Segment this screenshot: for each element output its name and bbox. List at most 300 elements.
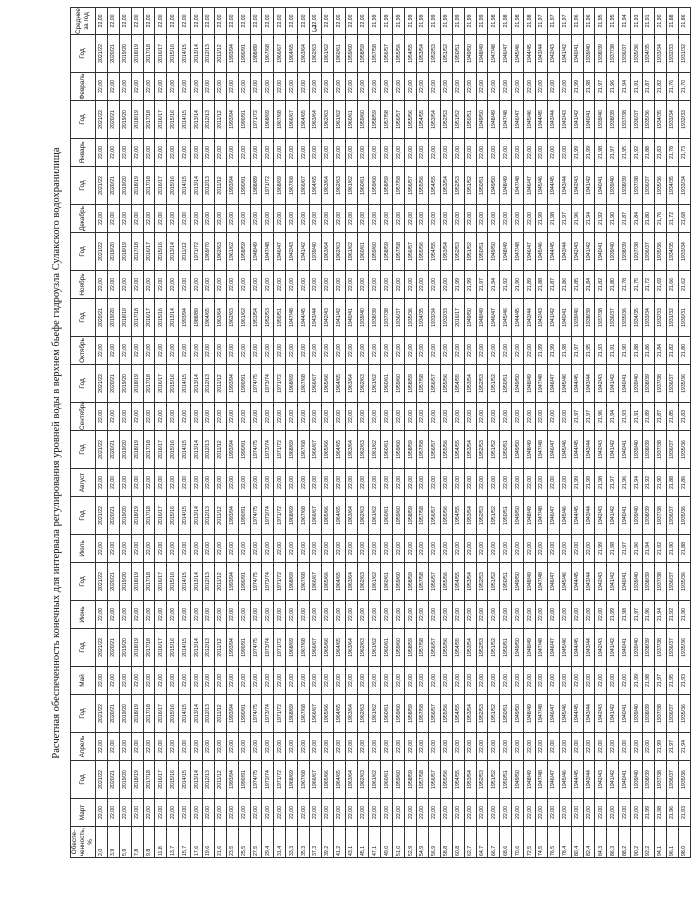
year-cell: 1967/68 bbox=[298, 695, 310, 733]
level-cell: 22,00 bbox=[143, 205, 155, 233]
year-cell: 2014/15 bbox=[179, 365, 191, 403]
year-cell: 1954/55 bbox=[452, 497, 464, 535]
year-cell: 1967/68 bbox=[298, 431, 310, 469]
year-cell: 1931/32 bbox=[678, 35, 690, 73]
level-cell: 22,00 bbox=[143, 535, 155, 563]
level-cell: 22,00 bbox=[179, 271, 191, 299]
level-cell: 22,00 bbox=[179, 139, 191, 167]
table-row bbox=[119, 8, 131, 858]
level-cell: 22,00 bbox=[310, 271, 322, 299]
level-cell: 22,00 bbox=[357, 403, 369, 431]
header-cell: Апрель bbox=[71, 733, 96, 761]
year-cell: 1959/60 bbox=[393, 431, 405, 469]
level-cell: 22,00 bbox=[321, 733, 333, 761]
year-cell: 1952/53 bbox=[452, 233, 464, 271]
year-cell: 1956/57 bbox=[405, 167, 417, 205]
level-cell: 22,00 bbox=[405, 139, 417, 167]
year-cell: 1954/55 bbox=[452, 695, 464, 733]
level-cell: 21,98 bbox=[488, 8, 500, 35]
year-cell: 1956/57 bbox=[393, 101, 405, 139]
year-cell: 2020/21 bbox=[107, 497, 119, 535]
level-cell: 22,00 bbox=[321, 799, 333, 827]
level-cell: 22,00 bbox=[464, 733, 476, 761]
year-cell: 2016/17 bbox=[143, 233, 155, 271]
year-cell: 1968/69 bbox=[286, 563, 298, 601]
level-cell: 22,00 bbox=[583, 535, 595, 563]
table-header-row bbox=[71, 8, 96, 858]
level-cell: 22,00 bbox=[262, 8, 274, 35]
year-cell: 1945/46 bbox=[559, 695, 571, 733]
level-cell: 22,00 bbox=[203, 337, 215, 365]
year-cell: 1946/47 bbox=[524, 167, 536, 205]
year-cell: 1933/34 bbox=[678, 167, 690, 205]
level-cell: 22,00 bbox=[452, 535, 464, 563]
level-cell: 22,00 bbox=[155, 469, 167, 497]
level-cell: 22,00 bbox=[595, 733, 607, 761]
year-cell: 1944/45 bbox=[571, 761, 583, 799]
year-cell: 2012/13 bbox=[203, 365, 215, 403]
level-cell: 22,00 bbox=[417, 205, 429, 233]
level-cell: 22,00 bbox=[179, 403, 191, 431]
year-cell: 1960/61 bbox=[357, 167, 369, 205]
year-cell: 1966/67 bbox=[310, 497, 322, 535]
year-cell: 1957/58 bbox=[417, 431, 429, 469]
year-cell: 1951/52 bbox=[464, 233, 476, 271]
level-cell: 21,98 bbox=[583, 73, 595, 101]
table-row bbox=[393, 8, 405, 858]
year-cell: 1949/50 bbox=[476, 101, 488, 139]
year-cell: 2018/19 bbox=[131, 35, 143, 73]
year-cell: 1962/63 bbox=[357, 365, 369, 403]
level-cell: 22,00 bbox=[524, 139, 536, 167]
level-cell: 22,00 bbox=[500, 205, 512, 233]
level-cell: 22,00 bbox=[155, 601, 167, 629]
year-cell: 1958/59 bbox=[381, 233, 393, 271]
year-cell: 1943/44 bbox=[535, 35, 547, 73]
year-cell: 1957/58 bbox=[393, 167, 405, 205]
level-cell: 21,69 bbox=[654, 271, 666, 299]
year-cell: 1938/39 bbox=[642, 563, 654, 601]
year-cell: 1969/70 bbox=[203, 233, 215, 271]
year-cell: 1965/66 bbox=[321, 497, 333, 535]
level-cell: 22,00 bbox=[428, 271, 440, 299]
year-cell: 2017/18 bbox=[143, 497, 155, 535]
level-cell: 22,00 bbox=[131, 337, 143, 365]
level-cell: 22,00 bbox=[310, 535, 322, 563]
year-cell: 2014/15 bbox=[179, 431, 191, 469]
year-cell: 1963/64 bbox=[214, 299, 226, 337]
year-cell: 1960/61 bbox=[381, 431, 393, 469]
level-cell: 22,00 bbox=[512, 469, 524, 497]
provision-cell: 78,4 bbox=[559, 827, 571, 858]
level-cell: 22,00 bbox=[345, 271, 357, 299]
level-cell: 21,89 bbox=[642, 403, 654, 431]
year-cell: 1951/52 bbox=[452, 101, 464, 139]
year-cell: 1945/46 bbox=[535, 233, 547, 271]
year-cell: 1944/45 bbox=[571, 629, 583, 667]
year-cell: 1958/59 bbox=[405, 761, 417, 799]
year-cell: 1960/61 bbox=[357, 233, 369, 271]
level-cell: 22,00 bbox=[405, 601, 417, 629]
year-cell: 1958/59 bbox=[381, 167, 393, 205]
year-cell: 1956/57 bbox=[428, 761, 440, 799]
level-cell: 22,00 bbox=[357, 205, 369, 233]
level-cell: 22,00 bbox=[262, 799, 274, 827]
year-cell: 1957/58 bbox=[417, 695, 429, 733]
year-cell: 1939/40 bbox=[607, 167, 619, 205]
level-cell: 22,00 bbox=[250, 733, 262, 761]
year-cell: 1957/58 bbox=[417, 365, 429, 403]
table-row bbox=[440, 8, 452, 858]
year-cell: 1949/50 bbox=[512, 497, 524, 535]
provision-cell: 31,4 bbox=[274, 827, 286, 858]
year-cell: 1942/43 bbox=[595, 629, 607, 667]
year-cell: 1948/49 bbox=[524, 497, 536, 535]
level-cell: 21,99 bbox=[369, 8, 381, 35]
level-cell: 21,94 bbox=[678, 733, 690, 761]
year-cell: 1939/40 bbox=[631, 497, 643, 535]
year-cell: 1966/67 bbox=[310, 629, 322, 667]
year-cell: 1941/42 bbox=[333, 299, 345, 337]
level-cell: 22,00 bbox=[298, 667, 310, 695]
year-cell: 2020/21 bbox=[107, 695, 119, 733]
year-cell: 1961/62 bbox=[369, 761, 381, 799]
year-cell: 1954/55 bbox=[452, 563, 464, 601]
year-cell: 1937/38 bbox=[654, 695, 666, 733]
level-cell: 22,00 bbox=[274, 271, 286, 299]
level-cell: 22,00 bbox=[369, 337, 381, 365]
year-cell: 1959/60 bbox=[393, 497, 405, 535]
year-cell: 1955/56 bbox=[440, 695, 452, 733]
year-cell: 2013/14 bbox=[191, 695, 203, 733]
level-cell: 22,00 bbox=[464, 799, 476, 827]
level-cell: 22,00 bbox=[405, 469, 417, 497]
year-cell: 1933/34 bbox=[678, 233, 690, 271]
year-cell: 1940/41 bbox=[619, 497, 631, 535]
table-row bbox=[96, 8, 108, 858]
level-cell: 22,00 bbox=[345, 73, 357, 101]
level-cell: 21,97 bbox=[595, 73, 607, 101]
year-cell: 2020/21 bbox=[107, 431, 119, 469]
level-cell: 22,00 bbox=[393, 667, 405, 695]
level-cell: 22,00 bbox=[345, 733, 357, 761]
level-cell: 21,98 bbox=[547, 205, 559, 233]
level-cell: 22,00 bbox=[607, 667, 619, 695]
level-cell: 22,00 bbox=[357, 535, 369, 563]
level-cell: 21,98 bbox=[642, 667, 654, 695]
year-cell: 1949/50 bbox=[512, 563, 524, 601]
level-cell: 21,94 bbox=[619, 8, 631, 35]
year-cell: 1954/55 bbox=[428, 167, 440, 205]
level-cell: 22,00 bbox=[119, 799, 131, 827]
level-cell: 22,00 bbox=[203, 535, 215, 563]
year-cell: 1990/91 bbox=[238, 695, 250, 733]
level-cell: 22,00 bbox=[512, 403, 524, 431]
year-cell: 1943/44 bbox=[524, 299, 536, 337]
level-cell: 22,00 bbox=[500, 403, 512, 431]
year-cell: 2014/15 bbox=[179, 695, 191, 733]
year-cell: 1939/40 bbox=[631, 761, 643, 799]
year-cell: 2011/12 bbox=[214, 563, 226, 601]
level-cell: 22,00 bbox=[547, 667, 559, 695]
year-cell: 1974/75 bbox=[250, 695, 262, 733]
provision-cell: 88,2 bbox=[619, 827, 631, 858]
level-cell: 21,80 bbox=[678, 337, 690, 365]
year-cell: 2019/20 bbox=[119, 629, 131, 667]
level-cell: 21,86 bbox=[559, 271, 571, 299]
year-cell: 1990/91 bbox=[238, 101, 250, 139]
level-cell: 22,00 bbox=[119, 667, 131, 695]
year-cell: 1959/60 bbox=[369, 233, 381, 271]
year-cell: 1947/48 bbox=[286, 299, 298, 337]
level-cell: 21,68 bbox=[678, 205, 690, 233]
year-cell: 1963/64 bbox=[345, 497, 357, 535]
level-cell: 21,94 bbox=[654, 601, 666, 629]
level-cell: 22,00 bbox=[143, 8, 155, 35]
year-cell: 2012/13 bbox=[203, 101, 215, 139]
year-cell: 1943/44 bbox=[583, 563, 595, 601]
year-cell: 1968/69 bbox=[286, 365, 298, 403]
year-cell: 2015/16 bbox=[155, 233, 167, 271]
level-cell: 22,00 bbox=[155, 8, 167, 35]
level-cell: 22,00 bbox=[155, 799, 167, 827]
level-cell: 22,00 bbox=[440, 469, 452, 497]
year-cell: 1968/69 bbox=[286, 497, 298, 535]
level-cell: 21,96 bbox=[642, 601, 654, 629]
level-cell: 22,00 bbox=[298, 403, 310, 431]
header-cell: Среднее за год bbox=[71, 8, 96, 35]
table-row bbox=[298, 8, 310, 858]
level-cell: 22,00 bbox=[488, 73, 500, 101]
level-cell: 22,00 bbox=[179, 337, 191, 365]
level-cell: 21,96 bbox=[666, 799, 678, 827]
year-cell: 1965/66 bbox=[321, 761, 333, 799]
level-cell: 21,89 bbox=[524, 271, 536, 299]
level-cell: 22,00 bbox=[393, 403, 405, 431]
header-cell: Февраль bbox=[71, 73, 96, 101]
year-cell: 2018/19 bbox=[131, 761, 143, 799]
level-cell: 21,84 bbox=[654, 337, 666, 365]
year-cell: 1959/60 bbox=[357, 101, 369, 139]
year-cell: 1937/38 bbox=[607, 35, 619, 73]
year-cell: 1958/59 bbox=[405, 365, 417, 403]
level-cell: 22,00 bbox=[191, 799, 203, 827]
year-cell: 1954/55 bbox=[405, 35, 417, 73]
year-cell: 1942/43 bbox=[595, 365, 607, 403]
provision-cell: 15,7 bbox=[179, 827, 191, 858]
level-cell: 22,00 bbox=[500, 535, 512, 563]
year-cell: 2020/21 bbox=[107, 167, 119, 205]
year-cell: 1943/44 bbox=[583, 629, 595, 667]
header-cell: Год bbox=[71, 563, 96, 601]
level-cell: 22,00 bbox=[203, 733, 215, 761]
level-cell: 22,00 bbox=[428, 337, 440, 365]
level-cell: 22,00 bbox=[559, 469, 571, 497]
provision-cell: 23,5 bbox=[226, 827, 238, 858]
year-cell: 1964/65 bbox=[203, 299, 215, 337]
level-cell: 21,98 bbox=[512, 8, 524, 35]
year-cell: 1961/62 bbox=[321, 35, 333, 73]
level-cell: 22,00 bbox=[191, 403, 203, 431]
level-cell: 21,82 bbox=[666, 337, 678, 365]
year-cell: 1940/41 bbox=[571, 35, 583, 73]
year-cell: 2020/21 bbox=[107, 101, 119, 139]
year-cell: 1943/44 bbox=[583, 761, 595, 799]
level-cell: 22,00 bbox=[286, 337, 298, 365]
level-cell: 22,00 bbox=[428, 469, 440, 497]
year-cell: 1993/94 bbox=[226, 695, 238, 733]
year-cell: 2011/12 bbox=[214, 365, 226, 403]
year-cell: 2019/20 bbox=[119, 497, 131, 535]
year-cell: 1954/55 bbox=[452, 365, 464, 403]
level-cell: 22,00 bbox=[214, 535, 226, 563]
level-cell: 22,00 bbox=[96, 205, 108, 233]
year-cell: 1935/36 bbox=[678, 563, 690, 601]
year-cell: 1974/75 bbox=[250, 365, 262, 403]
level-cell: 22,00 bbox=[583, 799, 595, 827]
level-cell: 22,00 bbox=[488, 799, 500, 827]
year-cell: 2017/18 bbox=[131, 233, 143, 271]
level-cell: 22,00 bbox=[214, 73, 226, 101]
level-cell: 22,00 bbox=[452, 733, 464, 761]
year-cell: 1939/40 bbox=[310, 233, 322, 271]
year-cell: 1942/43 bbox=[595, 497, 607, 535]
provision-cell: 21,6 bbox=[214, 827, 226, 858]
provision-table bbox=[70, 7, 691, 858]
table-row bbox=[203, 8, 215, 858]
year-cell: 1938/39 bbox=[642, 497, 654, 535]
year-cell: 1941/42 bbox=[571, 101, 583, 139]
level-cell: 22,00 bbox=[381, 403, 393, 431]
level-cell: 22,00 bbox=[571, 601, 583, 629]
provision-cell: 94,1 bbox=[654, 827, 666, 858]
level-cell: 22,00 bbox=[500, 733, 512, 761]
level-cell: 22,00 bbox=[464, 469, 476, 497]
level-cell: 21,99 bbox=[571, 73, 583, 101]
year-cell: 2019/20 bbox=[119, 365, 131, 403]
year-cell: 2015/16 bbox=[167, 695, 179, 733]
level-cell: 22,00 bbox=[440, 667, 452, 695]
year-cell: 1958/59 bbox=[405, 695, 417, 733]
year-cell: 1948/49 bbox=[488, 101, 500, 139]
year-cell: 1961/62 bbox=[369, 695, 381, 733]
header-cell: Год bbox=[71, 101, 96, 139]
year-cell: 1938/39 bbox=[642, 761, 654, 799]
year-cell: 1938/39 bbox=[369, 299, 381, 337]
year-cell: 1966/67 bbox=[298, 167, 310, 205]
year-cell: 1990/91 bbox=[238, 761, 250, 799]
year-cell: 1960/61 bbox=[381, 563, 393, 601]
year-cell: 1946/47 bbox=[547, 497, 559, 535]
provision-cell: 29,4 bbox=[262, 827, 274, 858]
level-cell: 22,00 bbox=[214, 469, 226, 497]
table-row bbox=[678, 8, 690, 858]
provision-cell: 3,9 bbox=[107, 827, 119, 858]
year-cell: 1953/54 bbox=[464, 695, 476, 733]
level-cell: 22,00 bbox=[286, 535, 298, 563]
level-cell: 21,99 bbox=[547, 337, 559, 365]
year-cell: 1946/47 bbox=[547, 563, 559, 601]
level-cell: 22,00 bbox=[155, 667, 167, 695]
year-cell: 1954/55 bbox=[452, 629, 464, 667]
provision-cell: 58,8 bbox=[440, 827, 452, 858]
year-cell: 1993/94 bbox=[226, 101, 238, 139]
year-cell: 1988/89 bbox=[191, 299, 203, 337]
year-cell: 1942/43 bbox=[595, 563, 607, 601]
level-cell: 21,91 bbox=[607, 337, 619, 365]
level-cell: 21,87 bbox=[642, 73, 654, 101]
level-cell: 22,00 bbox=[143, 337, 155, 365]
year-cell: 1947/48 bbox=[535, 761, 547, 799]
year-cell: 2017/18 bbox=[143, 431, 155, 469]
level-cell: 22,00 bbox=[131, 403, 143, 431]
level-cell: 22,00 bbox=[250, 337, 262, 365]
level-cell: 21,91 bbox=[642, 8, 654, 35]
year-cell: 1941/42 bbox=[607, 761, 619, 799]
year-cell: 1941/42 bbox=[298, 233, 310, 271]
year-cell: 2012/13 bbox=[203, 35, 215, 73]
level-cell: 22,00 bbox=[321, 73, 333, 101]
header-cell: Август bbox=[71, 469, 96, 497]
level-cell: 22,00 bbox=[428, 205, 440, 233]
level-cell: 22,00 bbox=[107, 535, 119, 563]
year-cell: 1961/62 bbox=[238, 299, 250, 337]
year-cell: 1967/68 bbox=[298, 761, 310, 799]
year-cell: 1935/36 bbox=[678, 629, 690, 667]
year-cell: 2019/20 bbox=[119, 695, 131, 733]
year-cell: 1952/53 bbox=[476, 365, 488, 403]
level-cell: 22,00 bbox=[381, 535, 393, 563]
level-cell: 22,00 bbox=[226, 139, 238, 167]
year-cell: 2019/20 bbox=[107, 299, 119, 337]
year-cell: 1949/50 bbox=[488, 167, 500, 205]
level-cell: 22,00 bbox=[333, 205, 345, 233]
year-cell: 1953/54 bbox=[428, 101, 440, 139]
provision-cell: 72,5 bbox=[524, 827, 536, 858]
year-cell: 1954/55 bbox=[452, 431, 464, 469]
year-cell: 1942/43 bbox=[559, 101, 571, 139]
table-row bbox=[107, 8, 119, 858]
year-cell: 2019/20 bbox=[119, 761, 131, 799]
level-cell: 21,93 bbox=[619, 403, 631, 431]
level-cell: 22,00 bbox=[559, 535, 571, 563]
year-cell: 1956/57 bbox=[428, 431, 440, 469]
level-cell: 22,00 bbox=[203, 799, 215, 827]
level-cell: 22,00 bbox=[321, 667, 333, 695]
year-cell: 1952/53 bbox=[262, 299, 274, 337]
level-cell: 22,00 bbox=[214, 733, 226, 761]
level-cell: 22,00 bbox=[369, 469, 381, 497]
year-cell: 2013/14 bbox=[167, 299, 179, 337]
level-cell: 22,00 bbox=[250, 73, 262, 101]
level-cell: 21,99 bbox=[595, 535, 607, 563]
year-cell: 1947/48 bbox=[262, 233, 274, 271]
year-cell: 1963/64 bbox=[310, 101, 322, 139]
level-cell: 21,88 bbox=[666, 469, 678, 497]
level-cell: 22,00 bbox=[333, 601, 345, 629]
header-cell: Май bbox=[71, 667, 96, 695]
level-cell: 22,00 bbox=[286, 8, 298, 35]
level-cell: 22,00 bbox=[119, 601, 131, 629]
level-cell: 22,00 bbox=[250, 271, 262, 299]
year-cell: 2015/16 bbox=[167, 365, 179, 403]
level-cell: 22,00 bbox=[393, 535, 405, 563]
level-cell: 22,00 bbox=[500, 799, 512, 827]
year-cell: 1934/35 bbox=[642, 35, 654, 73]
year-cell: 1942/43 bbox=[571, 167, 583, 205]
year-cell: 1967/68 bbox=[298, 563, 310, 601]
level-cell: 22,00 bbox=[417, 733, 429, 761]
